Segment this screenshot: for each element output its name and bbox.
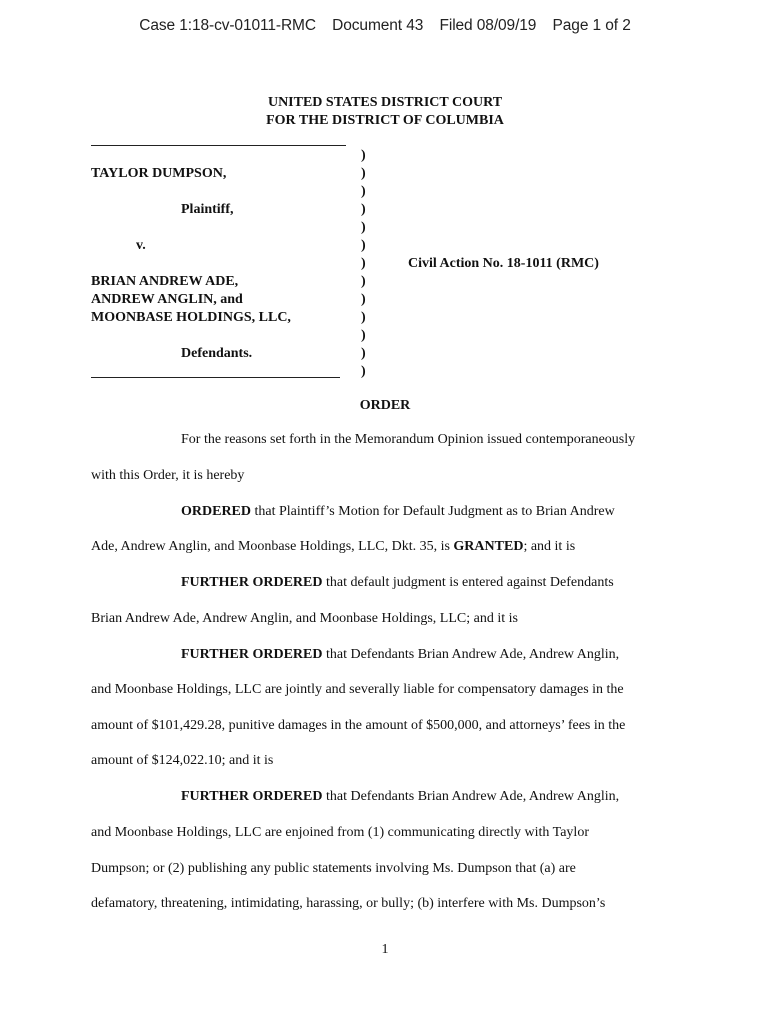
filed-date: Filed 08/09/19	[439, 17, 537, 34]
paren-mark: )	[361, 256, 366, 271]
order-line	[181, 788, 770, 806]
further-ordered-keyword: FURTHER ORDERED	[181, 575, 323, 590]
order-line-text: that Plaintiff’s Motion for Default Judgment as to Brian Andrew	[251, 504, 615, 519]
defendant-line-2: ANDREW ANGLIN, and	[91, 292, 243, 307]
further-ordered-keyword: FURTHER ORDERED	[181, 789, 323, 804]
order-line: amount of $124,022.10; and it is	[91, 753, 274, 768]
order-line: and Moonbase Holdings, LLC are enjoined from (1) communicating directly with Taylor	[91, 825, 589, 840]
order-line: and Moonbase Holdings, LLC are jointly and severally liable for compensatory damages in the	[91, 682, 624, 697]
order-title: ORDER	[359, 398, 411, 413]
order-line: amount of $101,429.28, punitive damages in the amount of $500,000, and attorneys’ fees in the	[91, 718, 626, 733]
paren-mark: )	[361, 184, 366, 199]
defendant-line-3: MOONBASE HOLDINGS, LLC,	[91, 310, 291, 325]
page-number: 1	[381, 942, 389, 957]
paren-mark: )	[361, 238, 366, 253]
document-number: Document 43	[332, 17, 424, 34]
ordered-keyword: ORDERED	[181, 504, 252, 519]
paren-mark: )	[361, 166, 366, 181]
paren-mark: )	[361, 220, 366, 235]
order-line-text: that Defendants Brian Andrew Ade, Andrew Anglin,	[322, 647, 620, 662]
paren-mark: )	[361, 202, 366, 217]
paren-mark: )	[361, 148, 366, 163]
order-line	[181, 503, 770, 521]
plaintiff-name: TAYLOR DUMPSON,	[91, 166, 227, 181]
paren-mark: )	[361, 364, 366, 379]
order-line: Brian Andrew Ade, Andrew Anglin, and Moonbase Holdings, LLC; and it is	[91, 611, 518, 626]
order-line-text: Ade, Andrew Anglin, and Moonbase Holdings, LLC, Dkt. 35, is	[91, 539, 454, 554]
order-line-text: ; and it is	[523, 539, 576, 554]
case-number: Case 1:18-cv-01011-RMC	[139, 17, 316, 34]
civil-action-number: Civil Action No. 18-1011 (RMC)	[408, 256, 599, 271]
granted-keyword: GRANTED	[453, 539, 524, 554]
paren-mark: )	[361, 292, 366, 307]
defendant-role: Defendants.	[181, 346, 253, 361]
court-line-1: UNITED STATES DISTRICT COURT	[267, 95, 503, 110]
versus: v.	[136, 238, 146, 253]
order-line: defamatory, threatening, intimidating, harassing, or bully; (b) interfere with Ms. Dumpson’s	[91, 896, 606, 911]
order-line-text: that default judgment is entered against Defendants	[322, 575, 614, 590]
caption-bottom-rule	[91, 377, 340, 378]
paren-mark: )	[361, 310, 366, 325]
order-line: with this Order, it is hereby	[91, 468, 245, 483]
caption-top-rule	[91, 145, 346, 146]
court-heading	[0, 94, 770, 130]
order-line	[181, 646, 770, 664]
page-indicator: Page 1 of 2	[552, 17, 631, 34]
order-line: Dumpson; or (2) publishing any public statements involving Ms. Dumpson that (a) are	[91, 861, 576, 876]
court-line-2: FOR THE DISTRICT OF COLUMBIA	[266, 113, 504, 128]
defendant-line-1: BRIAN ANDREW ADE,	[91, 274, 239, 289]
paren-mark: )	[361, 328, 366, 343]
order-line	[181, 574, 770, 592]
order-line: For the reasons set forth in the Memorandum Opinion issued contemporaneously	[181, 432, 636, 447]
further-ordered-keyword: FURTHER ORDERED	[181, 647, 323, 662]
order-line	[91, 538, 681, 556]
document-header	[0, 17, 770, 35]
order-line-text: that Defendants Brian Andrew Ade, Andrew Anglin,	[322, 789, 620, 804]
paren-mark: )	[361, 274, 366, 289]
paren-mark: )	[361, 346, 366, 361]
plaintiff-role: Plaintiff,	[181, 202, 234, 217]
caption-parentheses	[361, 147, 366, 381]
